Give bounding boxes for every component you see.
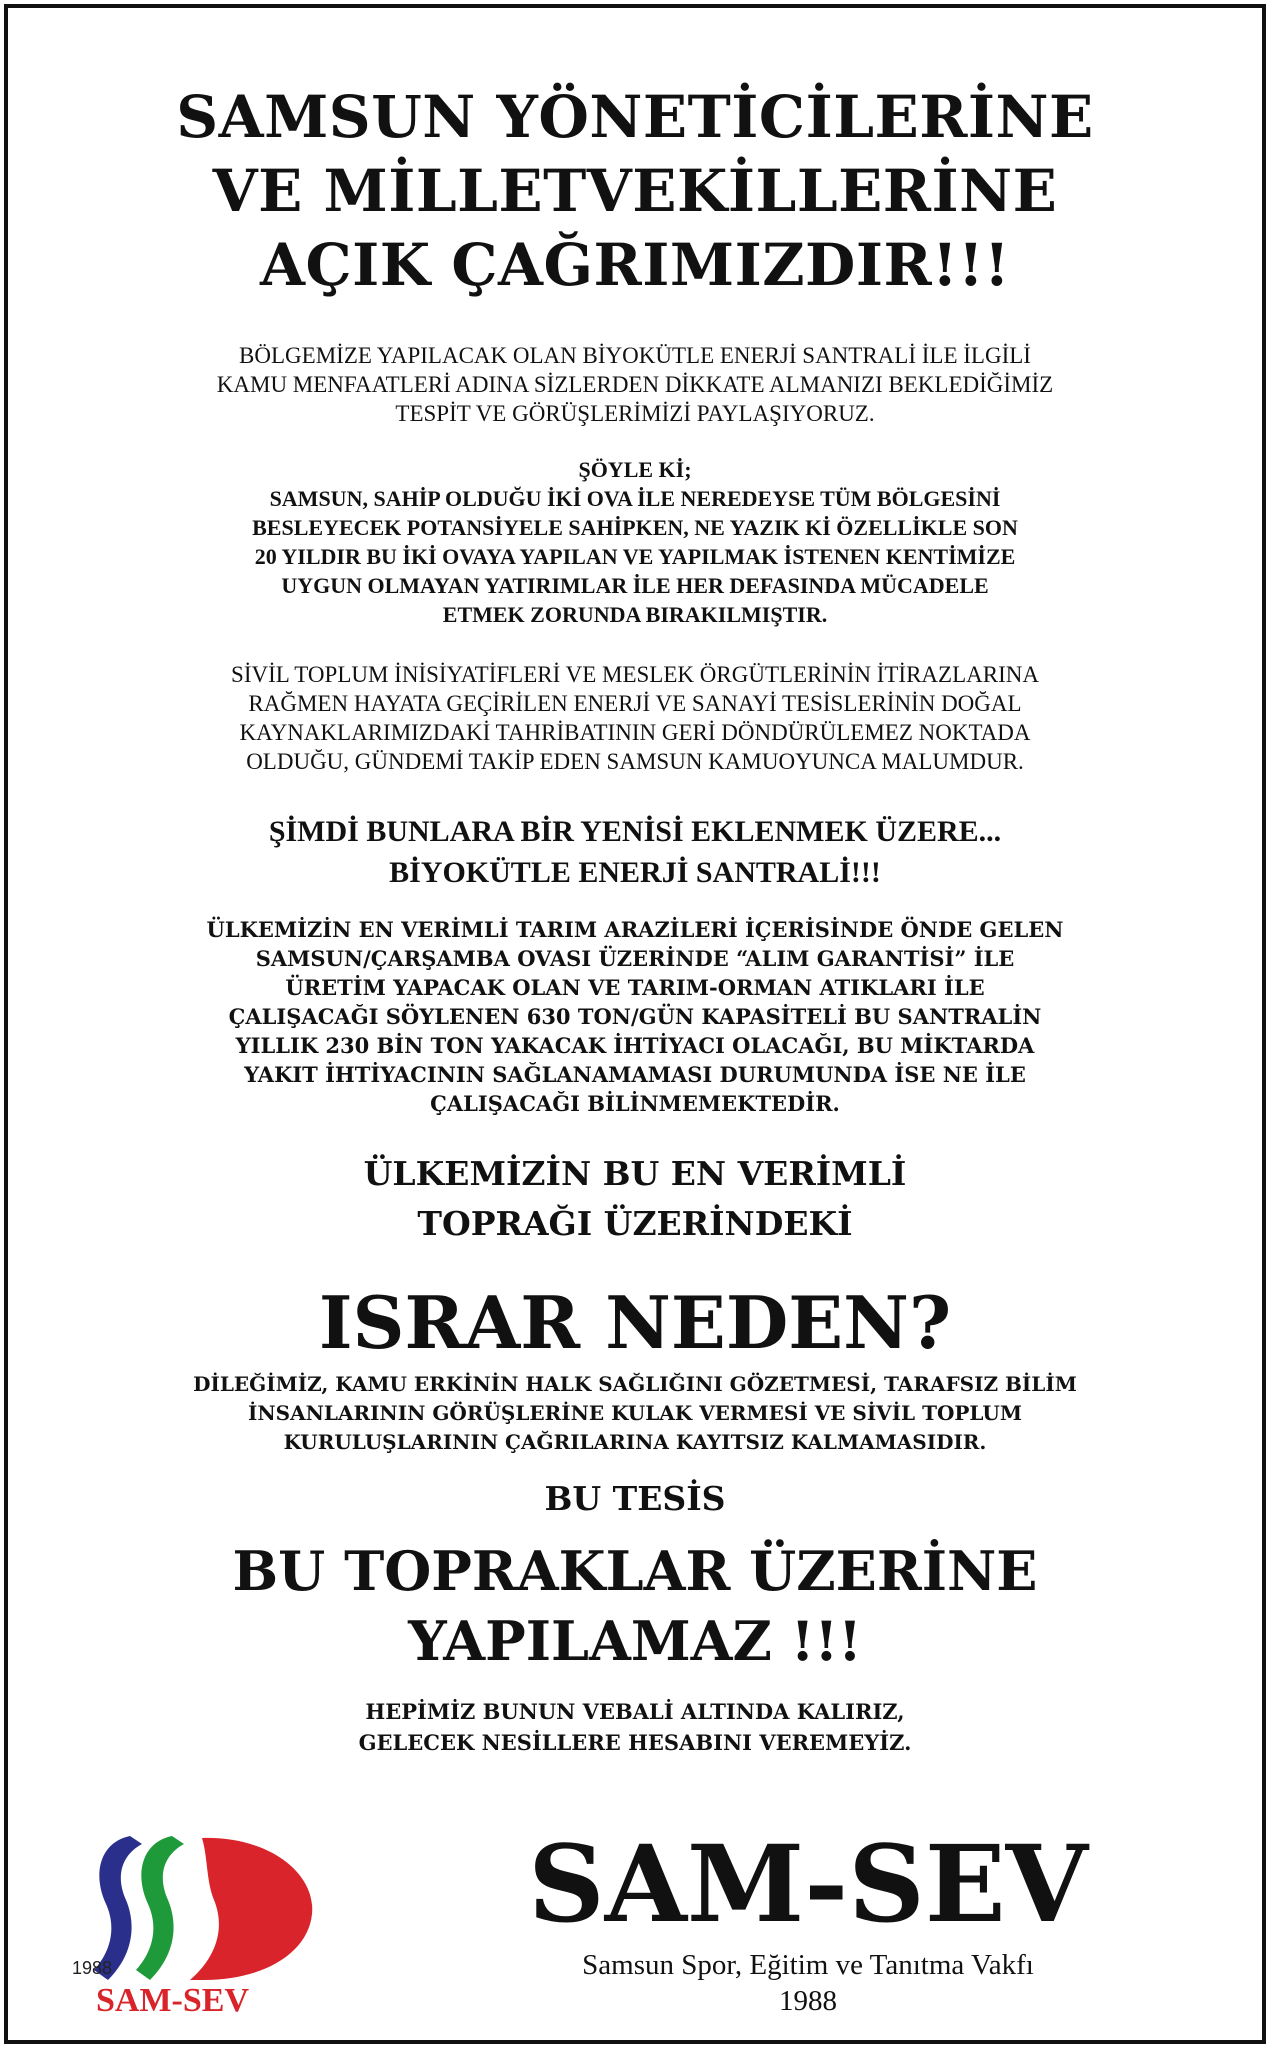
hepimiz-line-2: GELECEK NESİLLERE HESABINI VEREMEYİZ. (358, 1730, 912, 1755)
civil-society-paragraph (8, 660, 1262, 776)
bu-topraklar-line-1: BU TOPRAKLAR ÜZERİNE (232, 1539, 1038, 1603)
wish-paragraph (8, 1370, 1262, 1457)
para1-line-4: UYGUN OLMAYAN YATIRIMLAR İLE HER DEFASINDA MÜCADELE (281, 573, 989, 598)
sam-sev-logo-icon (90, 1834, 330, 1984)
civil-line-1: SİVİL TOPLUM İNİSİYATİFLERİ VE MESLEK ÖRGÜTLERİNİN İTİRAZLARINA (231, 662, 1039, 687)
soyle-ki-label: ŞÖYLE Kİ; (578, 457, 692, 482)
bu-en-line-2: TOPRAĞI ÜZERİNDEKİ (417, 1204, 853, 1243)
civil-line-4: OLDUĞU, GÜNDEMİ TAKİP EDEN SAMSUN KAMUOYUNCA MALUMDUR. (246, 749, 1024, 774)
bu-topraklar-line-2: YAPILAMAZ !!! (408, 1609, 862, 1673)
intro-line-2: KAMU MENFAATLERİ ADINA SİZLERDEN DİKKATE ALMANIZI BEKLEDİĞİMİZ (216, 372, 1054, 397)
dilegimiz-line-1: DİLEĞİMİZ, KAMU ERKİNİN HALK SAĞLIĞINI GÖZETMESİ, TARAFSIZ BİLİM (193, 1372, 1077, 1396)
hepimiz-line-1: HEPİMİZ BUNUN VEBALİ ALTINDA KALIRIZ, (365, 1699, 905, 1724)
para1-line-3: 20 YILDIR BU İKİ OVAYA YAPILAN VE YAPILMAK İSTENEN KENTİMİZE (254, 544, 1016, 569)
closing-paragraph (8, 1696, 1262, 1758)
organization-subtitle: Samsun Spor, Eğitim ve Tanıtma Vakfı (582, 1949, 1034, 1981)
para1-line-5: ETMEK ZORUNDA BIRAKILMIŞTIR. (442, 602, 828, 627)
intro-paragraph (8, 341, 1262, 428)
civil-line-3: KAYNAKLARIMIZDAKİ TAHRİBATININ GERİ DÖNDÜRÜLEMEZ NOKTADA (239, 720, 1031, 745)
title-line-1: SAMSUN YÖNETİCİLERİNE (176, 83, 1094, 151)
ulkemizin-line-3: ÜRETİM YAPACAK OLAN VE TARIM-ORMAN ATIKLARI İLE (285, 975, 985, 1000)
first-paragraph (8, 484, 1262, 629)
logo-red-shape (190, 1838, 312, 1980)
advertisement-page (4, 4, 1266, 2044)
main-title (8, 80, 1262, 302)
bu-en-line-1: ÜLKEMİZİN BU EN VERİMLİ (363, 1154, 907, 1193)
title-line-2: VE MİLLETVEKİLLERİNE (212, 157, 1058, 225)
para1-line-2: BESLEYECEK POTANSİYELE SAHİPKEN, NE YAZIK Kİ ÖZELLİKLE SON (252, 515, 1018, 540)
plant-details-paragraph (8, 915, 1262, 1118)
new-plant-heading (8, 811, 1262, 893)
dilegimiz-line-2: İNSANLARININ GÖRÜŞLERİNE KULAK VERMESİ VE SİVİL TOPLUM (248, 1401, 1022, 1425)
ulkemizin-line-6: YAKIT İHTİYACININ SAĞLANAMAMASI DURUMUNDA İSE NE İLE (244, 1062, 1026, 1087)
cannot-be-built-heading (8, 1536, 1262, 1676)
civil-line-2: RAĞMEN HAYATA GEÇİRİLEN ENERJİ VE SANAYİ TESİSLERİNİN DOĞAL (248, 691, 1022, 716)
dilegimiz-line-3: KURULUŞLARININ ÇAĞRILARINA KAYITSIZ KALMAMASIDIR. (283, 1430, 987, 1454)
title-line-3: AÇIK ÇAĞRIMIZDIR!!! (259, 231, 1011, 299)
ulkemizin-line-4: ÇALIŞACAĞI SÖYLENEN 630 TON/GÜN KAPASİTELİ BU SANTRALİN (228, 1004, 1042, 1029)
simdi-line-1: ŞİMDİ BUNLARA BİR YENİSİ EKLENMEK ÜZERE... (268, 815, 1002, 848)
simdi-line-2: BİYOKÜTLE ENERJİ SANTRALİ!!! (389, 856, 881, 889)
ulkemizin-line-2: SAMSUN/ÇARŞAMBA OVASI ÜZERİNDE “ALIM GARANTİSİ” İLE (255, 946, 1015, 971)
organization-year: 1988 (779, 1985, 837, 2017)
logo-text: SAM-SEV (96, 1982, 250, 2019)
para1-line-1: SAMSUN, SAHİP OLDUĞU İKİ OVA İLE NEREDEYSE TÜM BÖLGESİNİ (269, 486, 1001, 511)
logo-green-stroke (136, 1836, 184, 1980)
logo-year: 1988 (72, 1958, 113, 1978)
fertile-land-heading (8, 1149, 1262, 1249)
ulkemizin-line-1: ÜLKEMİZİN EN VERİMLİ TARIM ARAZİLERİ İÇERİSİNDE ÖNDE GELEN (206, 917, 1064, 942)
ulkemizin-line-7: ÇALIŞACAĞI BİLİNMEMEKTEDİR. (430, 1091, 840, 1116)
this-facility-heading: BU TESİS (544, 1479, 726, 1518)
why-insist-heading: ISRAR NEDEN? (318, 1280, 952, 1365)
intro-line-3: TESPİT VE GÖRÜŞLERİMİZİ PAYLAŞIYORUZ. (395, 401, 875, 426)
organization-name: SAM-SEV (528, 1821, 1088, 1946)
intro-line-1: BÖLGEMİZE YAPILACAK OLAN BİYOKÜTLE ENERJİ SANTRALİ İLE İLGİLİ (239, 343, 1031, 368)
ulkemizin-line-5: YILLIK 230 BİN TON YAKACAK İHTİYACI OLACAĞI, BU MİKTARDA (235, 1033, 1035, 1058)
